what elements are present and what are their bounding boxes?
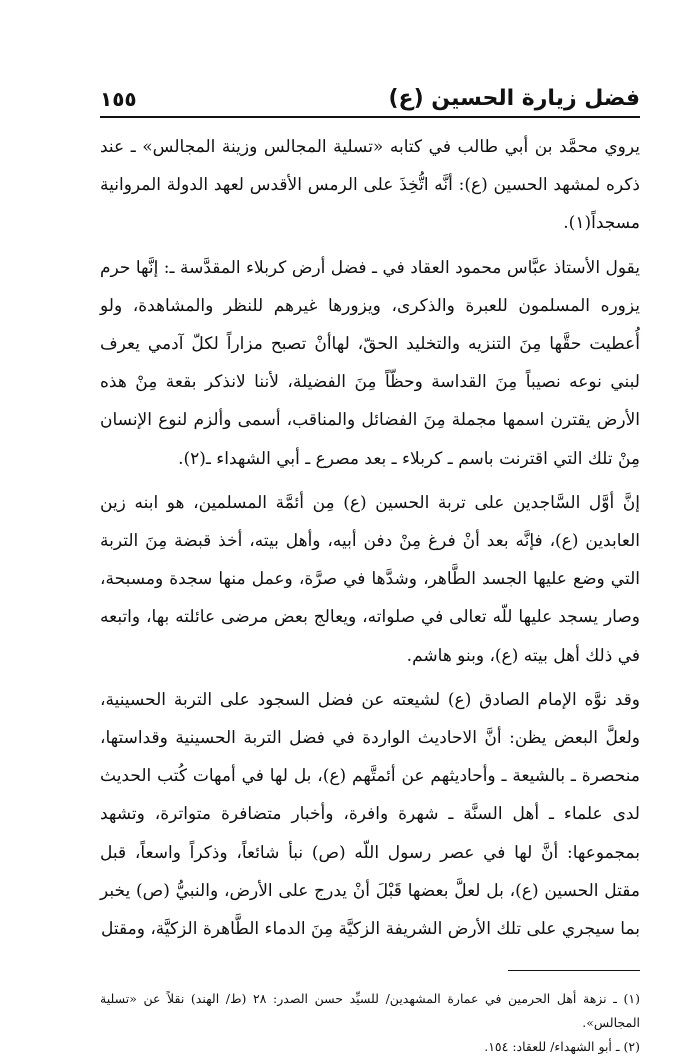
footnote-2: (٢) ـ أبو الشهداء/ للعقاد: ١٥٤. bbox=[484, 1039, 640, 1055]
body-text bbox=[100, 128, 640, 948]
paragraph-1: يروي محمَّد بن أبي طالب في كتابه «تسلية المجالس وزينة المجالس» ـ عند ذكره لمشهد الحسين (ع): أنَّه اتُّخِذَ على الرمس الأقدس لعهد الدولة المروانية مسجداً(١). bbox=[100, 137, 640, 234]
running-header bbox=[100, 80, 640, 118]
page-number: ١٥٥ bbox=[100, 87, 137, 111]
paragraph-2: يقول الأستاذ عبَّاس محمود العقاد في ـ فضل أرض كربلاء المقدَّسة ـ: إنَّها حرم يزوره المسلمون للعبرة والذكرى، ويزورها غيرهم للنظر والمشاهدة، ولو أُعطيت حقَّها مِنَ التنزيه والتخليد الحقّ، لهاأنْ تصبح مزاراً لكلّ آدمي يعرف لبني نوعه نصيباً مِنَ القداسة وحظّاً مِنَ الفضيلة، لأننا لانذكر بقعة مِنْ هذه الأرض يقترن اسمها مجملة مِنَ الفضائل والمناقب، أسمى وألزم لنوع الإنسان مِنْ تلك التي اقترنت باسم ـ كربلاء ـ بعد مصرع ـ أبي الشهداء ـ(٢). bbox=[100, 257, 640, 469]
header-title: فضل زيارة الحسين (ع) bbox=[388, 86, 640, 111]
footnote-separator bbox=[508, 970, 640, 971]
document-page bbox=[100, 80, 640, 1059]
footnote-1: (١) ـ نزهة أهل الحرمين في عمارة المشهدين/ للسيِّد حسن الصدر: ٢٨ (ط/ الهند) نقلاً عن «تسلية المجالس». bbox=[100, 991, 640, 1031]
footnotes bbox=[100, 987, 640, 1059]
paragraph-3: إنَّ أوَّل السَّاجدين على تربة الحسين (ع) مِن أئمَّة المسلمين، هو ابنه زين العابدين (ع)، فإنَّه بعد أنْ فرغ مِنْ دفن أبيه، وأهل بيته، أخذ قبضة مِنَ التربة التي وضع عليها الجسد الطَّاهر، وشدَّها في صرَّة، وعمل منها سجدة ومسبحة، وصار يسجد عليها للّه تعالى في صلواته، ويعالج بعض مرضى عائلته بها، واتبعه في ذلك أهل بيته (ع)، وبنو هاشم. bbox=[100, 492, 640, 666]
paragraph-4: وقد نوَّه الإمام الصادق (ع) لشيعته عن فضل السجود على التربة الحسينية، ولعلَّ البعض يظن: أنَّ الاحاديث الواردة في فضل التربة الحسينية وقداستها، منحصرة ـ بالشيعة ـ وأحاديثهم عن أئمتَّهم (ع)، بل لها في أمهات كُتب الحديث لدى علماء ـ أهل السنَّة ـ شهرة وافرة، وأخبار متضافرة متواترة، وتشهد بمجموعها: أنَّ لها في عصر رسول اللّه (ص) نبأ شائعاً، وذكراً واسعاً، قبل مقتل الحسين (ع)، بل لعلَّ بعضها قَبْلَ أنْ يدرج على الأرض، والنبيُّ (ص) يخبر بما سيجري على تلك الأرض الشريفة الزكيَّة مِنَ الدماء الطَّاهرة الزكيَّة، ومقتل bbox=[100, 689, 640, 940]
